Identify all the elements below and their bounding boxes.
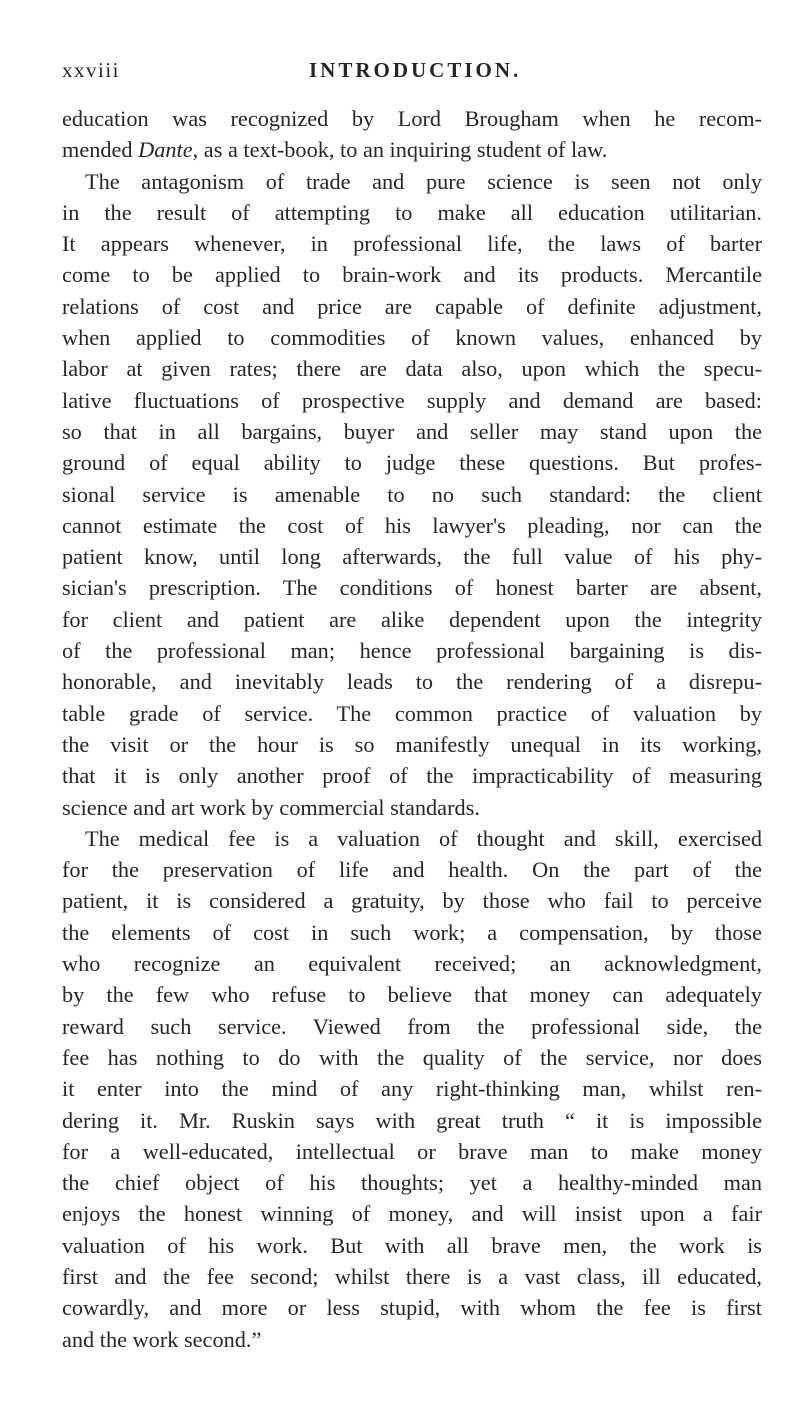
text-line: sional service is amenable to no such standard: the client — [62, 481, 762, 507]
text-line: The medical fee is a valuation of thought and skill, exercised — [85, 825, 762, 851]
text-line: when applied to commodities of known values, enhanced by — [62, 325, 762, 351]
text-line: in the result of attempting to make all education utilitarian. — [62, 199, 762, 225]
text-line: patient know, until long afterwards, the full value of his phy- — [62, 544, 762, 570]
text-line: the chief object of his thoughts; yet a healthy-minded man — [62, 1170, 762, 1196]
text-line: for a well-educated, intellectual or brave man to make money — [62, 1138, 762, 1164]
text-line: lative fluctuations of prospective supply and demand are based: — [62, 387, 762, 413]
text-line: the elements of cost in such work; a compensation, by those — [62, 919, 762, 945]
text-line: ground of equal ability to judge these questions. But profes- — [62, 450, 762, 476]
running-head — [62, 58, 762, 88]
text-line: for the preservation of life and health. On the part of the — [62, 857, 762, 883]
text-line: valuation of his work. But with all brave men, the work is — [62, 1232, 762, 1258]
text-line: relations of cost and price are capable of definite adjustment, — [62, 293, 762, 319]
text-line: patient, it is considered a gratuity, by those who fail to perceive — [62, 888, 762, 914]
paragraph — [62, 823, 762, 1355]
text-line: dering it. Mr. Ruskin says with great truth “ it is impossible — [62, 1107, 762, 1133]
paragraph — [62, 166, 762, 823]
text-line: labor at given rates; there are data also, upon which the specu- — [62, 356, 762, 382]
page-number: xxviii — [62, 58, 121, 82]
text-line: and the work second.” — [62, 1326, 262, 1352]
text-line: cannot estimate the cost of his lawyer's pleading, nor can the — [62, 512, 762, 538]
text-line: education was recognized by Lord Brougham when he recom- — [62, 106, 762, 131]
text-line: of the professional man; hence professional bargaining is dis- — [62, 638, 762, 664]
text-line: The antagonism of trade and pure science is seen not only — [85, 168, 762, 194]
text-line: honorable, and inevitably leads to the rendering of a disrepu- — [62, 669, 762, 695]
text-line: for client and patient are alike dependent upon the integrity — [62, 606, 762, 632]
book-page — [62, 58, 762, 1355]
text-line: science and art work by commercial standards. — [62, 794, 480, 820]
text-line: come to be applied to brain-work and its products. Mercantile — [62, 262, 762, 288]
text-line: It appears whenever, in professional life, the laws of barter — [62, 231, 762, 257]
text-line: table grade of service. The common practice of valuation by — [62, 700, 762, 726]
text-line: that it is only another proof of the impracticability of measuring — [62, 763, 762, 789]
text-line: so that in all bargains, buyer and seller may stand upon the — [62, 418, 762, 444]
text-line: enjoys the honest winning of money, and will insist upon a fair — [62, 1201, 762, 1227]
text-line: who recognize an equivalent received; an acknowledgment, — [62, 951, 762, 977]
text-line: sician's prescription. The conditions of honest barter are absent, — [62, 575, 762, 601]
text-line: fee has nothing to do with the quality of the service, nor does — [62, 1044, 762, 1070]
text-line: it enter into the mind of any right-thinking man, whilst ren- — [62, 1076, 762, 1102]
text-line: mended Dante, as a text-book, to an inquiring student of law. — [62, 137, 608, 163]
text-line: by the few who refuse to believe that money can adequately — [62, 982, 762, 1008]
paragraph — [62, 103, 762, 166]
text-line: the visit or the hour is so manifestly unequal in its working, — [62, 731, 762, 757]
body-text — [62, 103, 762, 1355]
text-line: cowardly, and more or less stupid, with whom the fee is first — [62, 1295, 762, 1321]
running-title: INTRODUCTION. — [309, 58, 522, 82]
text-line: first and the fee second; whilst there is a vast class, ill educated, — [62, 1263, 762, 1289]
text-line: reward such service. Viewed from the professional side, the — [62, 1013, 762, 1039]
